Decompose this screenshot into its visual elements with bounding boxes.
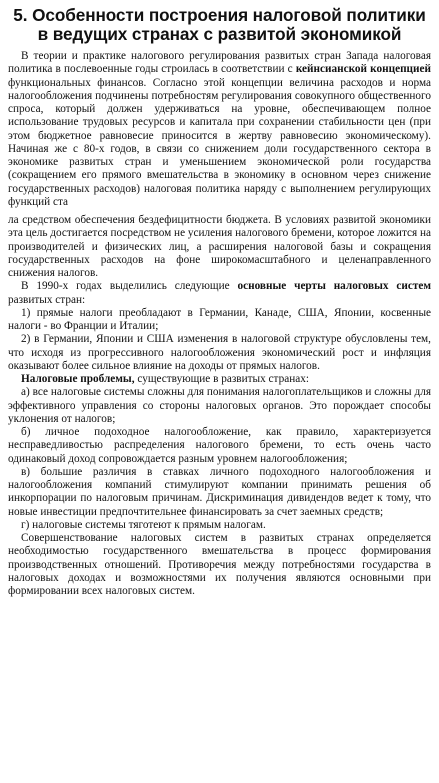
section-title-line-2: в ведущих странах с развитой экономикой (37, 24, 402, 44)
paragraph-text: В теории и практике налогового регулирования развитых стран Запада налоговая политика в послевоенные годы строилась в соответствии с (8, 50, 431, 76)
paragraph-main-features (8, 280, 431, 307)
section-title-line-1: 5. Особенности построения налоговой политики (13, 5, 426, 25)
section-title (8, 6, 431, 44)
paragraph-deficit-free-budget (8, 214, 431, 280)
paragraph-text: развитых стран: (8, 293, 86, 306)
document-body (8, 50, 431, 598)
list-item-tax-structure-changes: 2) в Германии, Японии и США изменения в налоговой структуре обусловлены тем, что исходя из прогрессивного налогообложения экономический рост и инфляция оказывают более сильное влияние на доходы от прямых налогов. (8, 333, 431, 372)
paragraph-text: ла средством обеспечения бездефицитности бюджета. В условиях развитой экономики эта цель достигается посредством не усиления налогового бремени, которое ложится на производителей и физических лиц, а расширения налоговой базы и сокращения государственных расходов на фоне широкомасштабного и целенаправленного снижения налогов. (8, 214, 431, 279)
paragraph-text: функциональных финансов. Согласно этой концепции величина расходов и норма налогообложения подчинены потребностям регулирования совокупного общественного спроса, который должен удерживаться на уровне, обеспечивающем полное использование трудовых ресурсов и капитала при сохранении стабильности цен (при этом бюджетное равновесие приносится в жертву равновесию экономическому). Начиная же с 80-х годов, в связи со снижением доли государственного сектора в экономике развитых стран и уменьшением экономической роли государства (сокращением его прямого вмешательства в экономику в основном через снижение государственных расходов) налоговая политика наряду с выполнением регулирующих функций ста (8, 76, 431, 208)
paragraph-text: В 1990-х годах выделились следующие (21, 280, 238, 293)
term-keynesian-concept: кейнсианской концепцией (295, 63, 431, 76)
term-main-features: основные черты налоговых систем (237, 280, 431, 293)
problem-item-b: б) личное подоходное налогообложение, как правило, характеризуется несправедливостью распределения налогового бремени, то есть очень часто одинаковый доход сопровождается разным уровнем налогообложения; (8, 426, 431, 465)
paragraph-tax-problems (8, 373, 431, 386)
problem-item-g: г) налоговые системы тяготеют к прямым налогам. (21, 518, 266, 531)
problem-item-v: в) большие различия в ставках личного подоходного налогообложения и налогообложения компаний стимулируют компании принимать решения об инкорпорации по налоговым причинам. Дискриминация дивидендов ведет к тому, что новые инвестиции предпочтительнее финансировать за счет заемных средств; (8, 465, 431, 518)
paragraph-text: существующие в развитых странах: (134, 373, 309, 385)
list-item-direct-taxes: 1) прямые налоги преобладают в Германии, Канаде, США, Японии, косвенные налоги - во Франции и Италии; (8, 306, 431, 332)
paragraph-conclusion: Совершенствование налоговых систем в развитых странах определяется необходимостью государственного вмешательства в процесс формирования производственных отношений. Противоречия между потребностями государства в налоговых доходах и возможностями их получения являются основными при формировании всех налоговых систем. (8, 532, 431, 597)
problem-item-a: а) все налоговые системы сложны для понимания налогоплательщиков и сложны для эффективного управления со стороны налоговых органов. Это порождает способы уклонения от налогов; (8, 386, 431, 425)
paragraph-keynesian-concept (8, 50, 431, 209)
term-tax-problems: Налоговые проблемы, (21, 373, 135, 385)
